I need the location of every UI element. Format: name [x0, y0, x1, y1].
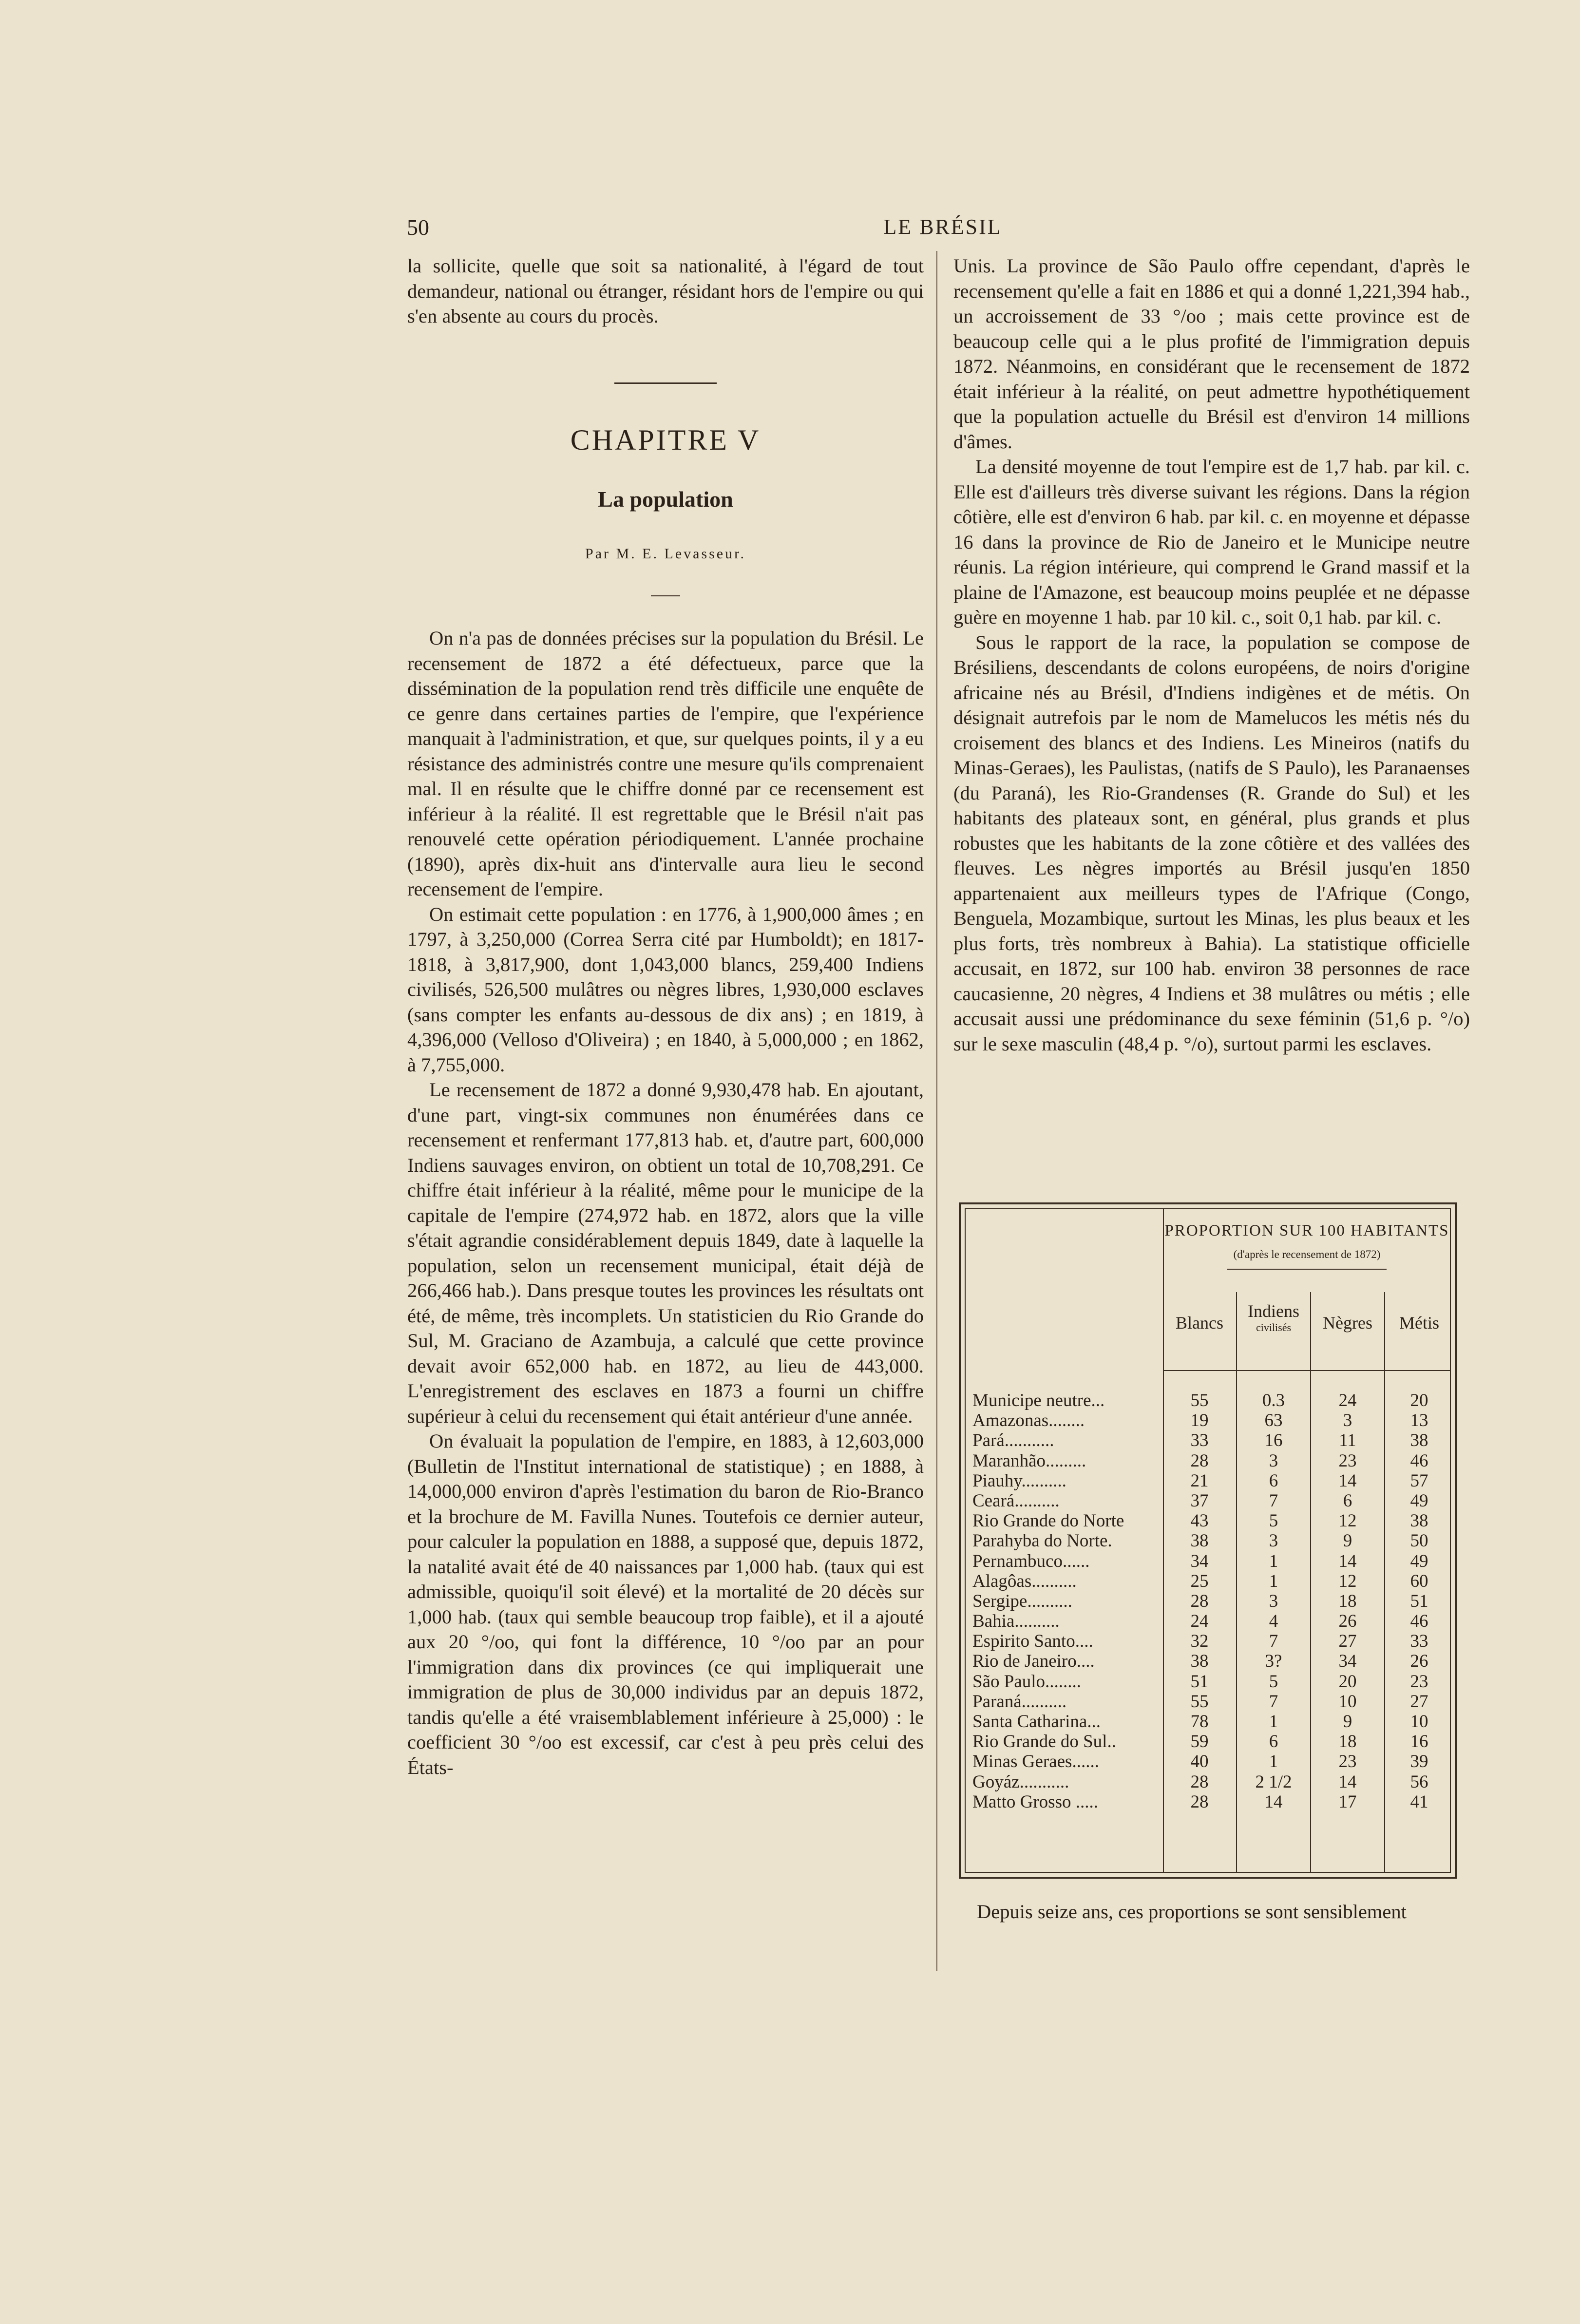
intro-paragraph: la sollicite, quelle que soit sa nationalité, à l'égard de tout demandeur, national ou étranger, résidant hors de l'empire ou qui s'en absente au cours du procès.	[407, 255, 924, 327]
column-header-metis: Métis	[1399, 1313, 1439, 1333]
value-metis: 13	[1410, 1410, 1428, 1431]
value-blancs: 21	[1190, 1470, 1209, 1491]
table-title: PROPORTION SUR 100 HABITANTS	[1164, 1222, 1449, 1239]
value-negres: 34	[1338, 1651, 1357, 1672]
value-blancs: 19	[1190, 1410, 1209, 1431]
value-metis: 23	[1410, 1671, 1428, 1692]
value-blancs: 59	[1190, 1732, 1209, 1752]
value-indiens: 1	[1269, 1712, 1278, 1732]
table-row	[966, 1611, 1450, 1631]
value-indiens: 1	[1269, 1551, 1278, 1571]
value-blancs: 37	[1190, 1490, 1209, 1511]
value-negres: 18	[1338, 1591, 1357, 1611]
value-blancs: 28	[1190, 1772, 1209, 1792]
value-negres: 9	[1343, 1531, 1352, 1551]
value-blancs: 33	[1190, 1430, 1209, 1451]
value-metis: 33	[1410, 1631, 1428, 1652]
value-metis: 51	[1410, 1591, 1428, 1611]
province-name: Santa Catharina...	[972, 1712, 1101, 1732]
province-name: Maranhão.........	[972, 1450, 1086, 1471]
table-header-bottom-rule	[1163, 1370, 1450, 1371]
value-indiens: 3	[1269, 1531, 1278, 1551]
value-indiens: 3?	[1265, 1651, 1282, 1672]
table-row	[966, 1672, 1450, 1692]
value-negres: 12	[1338, 1571, 1357, 1591]
table-row	[966, 1772, 1450, 1792]
value-metis: 39	[1410, 1752, 1428, 1772]
value-indiens: 14	[1264, 1791, 1283, 1812]
table-row	[966, 1792, 1450, 1812]
body-paragraph: La densité moyenne de tout l'empire est de 1,7 hab. par kil. c. Elle est d'ailleurs très diverse suivant les régions. Dans la région côtière, elle est d'environ 6 hab. par kil. c. en moyenne et dépasse 16 dans la province de Rio de Janeiro et le Municipe neutre réunis. La région intérieure, qui comprend le Grand massif et la plaine de l'Amazone, est beaucoup moins peuplée et ne dépasse guère en moyenne 1 hab. par 10 kil. c., soit 0,1 hab. par kil. c.	[953, 456, 1470, 628]
value-blancs: 40	[1190, 1752, 1209, 1772]
table-row	[966, 1651, 1450, 1671]
value-negres: 10	[1338, 1691, 1357, 1712]
column-header-negres: Nègres	[1323, 1313, 1372, 1333]
value-negres: 14	[1338, 1551, 1357, 1571]
table-row	[966, 1631, 1450, 1651]
value-metis: 10	[1410, 1712, 1428, 1732]
value-metis: 46	[1410, 1450, 1428, 1471]
value-blancs: 25	[1190, 1571, 1209, 1591]
value-indiens: 1	[1269, 1752, 1278, 1772]
column-header-indiens-sub: civilisés	[1256, 1321, 1292, 1333]
table-row	[966, 1571, 1450, 1591]
value-negres: 14	[1338, 1470, 1357, 1491]
value-negres: 24	[1338, 1391, 1357, 1410]
province-name: Pernambuco......	[972, 1551, 1090, 1571]
province-name: Municipe neutre...	[972, 1391, 1105, 1410]
province-name: Parahyba do Norte.	[972, 1531, 1112, 1551]
table-header-rule	[1227, 1269, 1387, 1270]
value-metis: 60	[1410, 1571, 1428, 1591]
author-divider	[651, 595, 680, 596]
table-row	[966, 1451, 1450, 1471]
value-blancs: 32	[1190, 1631, 1209, 1652]
value-negres: 12	[1338, 1511, 1357, 1531]
value-negres: 27	[1338, 1631, 1357, 1652]
table-row	[966, 1471, 1450, 1491]
value-indiens: 6	[1269, 1470, 1278, 1491]
body-paragraph: Sous le rapport de la race, la population se compose de Brésiliens, descendants de colons européens, de noirs d'origine africaine nés au Brésil, d'Indiens indigènes et de métis. On désignait autrefois par le nom de Mamelucos les métis nés du croisement des blancs et des Indiens. Les Mineiros (natifs du Minas-Geraes), les Paulistas, (natifs de S Paulo), les Paranaenses (du Paraná), les Rio-Grandenses (R. Grande do Sul) et les habitants des plateaux sont, en général, plus grands et plus robustes que les habitants de la zone côtière et des vallées des fleuves. Les nègres importés au Brésil jusqu'en 1850 appartenaient aux meilleurs types de l'Afrique (Congo, Benguela, Mozambique, surtout les Minas, les plus beaux et les plus forts, très nombreux à Bahia). La statistique officielle accusait, en 1872, sur 100 hab. environ 38 personnes de race caucasienne, 20 nègres, 4 Indiens et 38 mulâtres ou métis ; elle accusait aussi une prédominance du sexe féminin (51,6 p. °/o) sur le sexe masculin (48,4 p. °/o), surtout parmi les esclaves.	[953, 631, 1470, 1055]
table-row	[966, 1531, 1450, 1551]
province-name: Piauhy..........	[972, 1470, 1066, 1491]
table-row	[966, 1752, 1450, 1772]
running-head	[407, 214, 1479, 244]
value-indiens: 0.3	[1262, 1391, 1285, 1410]
value-metis: 57	[1410, 1470, 1428, 1491]
running-title: LE BRÉSIL	[883, 215, 1002, 239]
value-negres: 26	[1338, 1611, 1357, 1632]
value-blancs: 38	[1190, 1651, 1209, 1672]
value-indiens: 16	[1264, 1430, 1283, 1451]
province-name: Paraná..........	[972, 1691, 1067, 1712]
province-name: Alagôas..........	[972, 1571, 1077, 1591]
province-name: Goyáz...........	[972, 1772, 1069, 1792]
table-row	[966, 1732, 1450, 1752]
value-blancs: 28	[1190, 1591, 1209, 1611]
table-row	[966, 1692, 1450, 1712]
body-paragraph: On n'a pas de données précises sur la population du Brésil. Le recensement de 1872 a été défectueux, parce que la dissémination de la population rend très difficile une enquête de ce genre dans certaines parties de l'empire, que l'expérience manquait à l'administration, et que, sur quelques points, il y a eu résistance des administrés contre une mesure qu'ils comprenaient mal. Il en résulte que le chiffre donné par ce recensement est inférieur à la réalité. Il est regrettable que le Brésil n'ait pas renouvelé cette opération périodiquement. L'année prochaine (1890), après dix-huit ans d'intervalle aura lieu le second recensement de l'empire.	[407, 627, 924, 900]
value-blancs: 24	[1190, 1611, 1209, 1632]
body-paragraph: Unis. La province de São Paulo offre cependant, d'après le recensement qu'elle a fait en 1886 et qui a donné 1,221,394 hab., un accroissement de 33 °/oo ; mais cette province est de beaucoup celle qui a le plus profité de l'immigration depuis 1872. Néanmoins, en considérant que le recensement de 1872 était inférieur à la réalité, on peut admettre hypothétiquement que la population actuelle du Brésil est d'environ 14 millions d'âmes.	[953, 255, 1470, 453]
value-indiens: 7	[1269, 1631, 1278, 1652]
author-line: Par M. E. Levasseur.	[585, 545, 746, 562]
value-indiens: 1	[1269, 1571, 1278, 1591]
table-header	[1163, 1209, 1450, 1290]
value-blancs: 34	[1190, 1551, 1209, 1571]
body-paragraph: On estimait cette population : en 1776, à 1,900,000 âmes ; en 1797, à 3,250,000 (Correa Serra cité par Humboldt); en 1817-1818, à 3,817,900, dont 1,043,000 blancs, 259,400 Indiens civilisés, 526,500 mulâtres ou nègres libres, 1,930,000 esclaves (sans compter les enfants au-dessous de dix ans) ; en 1819, à 4,396,000 (Velloso d'Oliveira) ; en 1840, à 5,000,000 ; en 1862, à 7,755,000.	[407, 903, 924, 1076]
table-row	[966, 1591, 1450, 1611]
chapter-title: CHAPITRE V	[570, 423, 761, 456]
value-negres: 17	[1338, 1791, 1357, 1812]
value-blancs: 78	[1190, 1712, 1209, 1732]
value-indiens: 5	[1269, 1511, 1278, 1531]
right-column	[953, 253, 1470, 1056]
table-row	[966, 1491, 1450, 1511]
value-metis: 16	[1410, 1732, 1428, 1752]
value-blancs: 38	[1190, 1531, 1209, 1551]
value-negres: 3	[1343, 1410, 1352, 1431]
column-header-indiens-label: Indiens	[1248, 1301, 1299, 1321]
value-negres: 23	[1338, 1450, 1357, 1471]
table-subtitle: (d'après le recensement de 1872)	[1233, 1248, 1381, 1260]
province-name: Minas Geraes......	[972, 1752, 1099, 1772]
value-blancs: 43	[1190, 1511, 1209, 1531]
province-name: Matto Grosso .....	[972, 1791, 1098, 1812]
value-indiens: 5	[1269, 1671, 1278, 1692]
value-indiens: 7	[1269, 1490, 1278, 1511]
page-number: 50	[407, 215, 429, 240]
value-metis: 26	[1410, 1651, 1428, 1672]
value-negres: 23	[1338, 1752, 1357, 1772]
value-negres: 14	[1338, 1772, 1357, 1792]
value-blancs: 55	[1190, 1691, 1209, 1712]
column-header-indiens	[1237, 1301, 1310, 1374]
province-name: Sergipe..........	[972, 1591, 1072, 1611]
table-row	[966, 1391, 1450, 1410]
value-metis: 38	[1410, 1511, 1428, 1531]
value-indiens: 3	[1269, 1591, 1278, 1611]
value-blancs: 28	[1190, 1450, 1209, 1471]
value-metis: 38	[1410, 1430, 1428, 1451]
body-paragraph: On évaluait la population de l'empire, en 1883, à 12,603,000 (Bulletin de l'Institut international de statistique) ; en 1888, à 14,000,000 environ d'après l'estimation du baron de Rio-Branco et la brochure de M. Favilla Nunes. Toutefois ce dernier auteur, pour calculer la population en 1888, a supposé que, depuis 1872, la natalité avait été de 40 naissances par 1,000 hab. (taux qui est admissible, quoiqu'il soit élevé) et la mortalité de 20 décès sur 1,000 hab. (taux qui semble beaucoup trop faible), et il a ajouté aux 20 °/oo, qui font la différence, 10 °/oo par an pour l'immigration dans dix provinces (ce qui impliquerait une immigration de plus de 30,000 individus par an depuis 1872, tandis qu'elle a été vraisemblablement inférieure à 25,000) : le coefficient 30 °/oo est excessif, car c'est à peu près celui des États-	[407, 1430, 924, 1778]
left-column	[407, 253, 924, 1780]
value-negres: 11	[1339, 1430, 1356, 1451]
value-metis: 27	[1410, 1691, 1428, 1712]
value-indiens: 7	[1269, 1691, 1278, 1712]
province-name: Pará...........	[972, 1430, 1054, 1451]
value-indiens: 3	[1269, 1450, 1278, 1471]
province-name: São Paulo........	[972, 1671, 1082, 1692]
value-metis: 56	[1410, 1772, 1428, 1792]
table-row	[966, 1430, 1450, 1450]
table-body	[966, 1391, 1450, 1812]
province-name: Ceará..........	[972, 1490, 1060, 1511]
column-header-blancs: Blancs	[1176, 1313, 1223, 1333]
province-name: Bahia..........	[972, 1611, 1060, 1632]
population-table	[959, 1202, 1457, 1879]
table-row	[966, 1712, 1450, 1732]
value-indiens: 2 1/2	[1255, 1772, 1292, 1792]
value-metis: 46	[1410, 1611, 1428, 1632]
value-blancs: 28	[1190, 1791, 1209, 1812]
province-name: Rio Grande do Norte	[972, 1511, 1124, 1531]
table-row	[966, 1511, 1450, 1531]
value-negres: 20	[1338, 1671, 1357, 1692]
value-metis: 41	[1410, 1791, 1428, 1812]
table-row	[966, 1551, 1450, 1571]
province-name: Espirito Santo....	[972, 1631, 1093, 1652]
value-blancs: 55	[1190, 1391, 1209, 1410]
table-frame	[965, 1208, 1451, 1873]
section-title: La population	[598, 487, 733, 512]
value-negres: 6	[1343, 1490, 1352, 1511]
value-indiens: 63	[1264, 1410, 1283, 1431]
value-metis: 49	[1410, 1551, 1428, 1571]
value-metis: 49	[1410, 1490, 1428, 1511]
table-row	[966, 1410, 1450, 1430]
value-blancs: 51	[1190, 1671, 1209, 1692]
column-divider	[936, 251, 937, 1971]
value-negres: 18	[1338, 1732, 1357, 1752]
province-name: Rio de Janeiro....	[972, 1651, 1095, 1672]
value-indiens: 6	[1269, 1732, 1278, 1752]
value-indiens: 4	[1269, 1611, 1278, 1632]
value-negres: 9	[1343, 1712, 1352, 1732]
province-name: Rio Grande do Sul..	[972, 1732, 1116, 1752]
value-metis: 50	[1410, 1531, 1428, 1551]
province-name: Amazonas........	[972, 1410, 1085, 1431]
section-divider	[614, 382, 717, 384]
closing-line: Depuis seize ans, ces proportions se sont sensiblement	[977, 1901, 1407, 1923]
value-metis: 20	[1410, 1391, 1428, 1410]
body-paragraph: Le recensement de 1872 a donné 9,930,478 hab. En ajoutant, d'une part, vingt-six communes non énumérées dans ce recensement et renfermant 177,813 hab. et, d'autre part, 600,000 Indiens sauvages environ, on obtient un total de 10,708,291. Ce chiffre était inférieur à la réalité, même pour le municipe de la capitale de l'empire (274,972 hab. en 1872, alors que la ville s'était agrandie considérablement depuis 1849, date à laquelle la population, selon un recensement municipal, était déjà de 266,466 hab.). Dans presque toutes les provinces les résultats ont été, de même, très incomplets. Un statisticien du Rio Grande do Sul, M. Graciano de Azambuja, a calculé que cette province devait avoir 652,000 hab. en 1872, au lieu de 443,000. L'enregistrement des esclaves en 1873 a fourni un chiffre supérieur à celui du recensement qui était antérieur d'une année.	[407, 1079, 924, 1427]
